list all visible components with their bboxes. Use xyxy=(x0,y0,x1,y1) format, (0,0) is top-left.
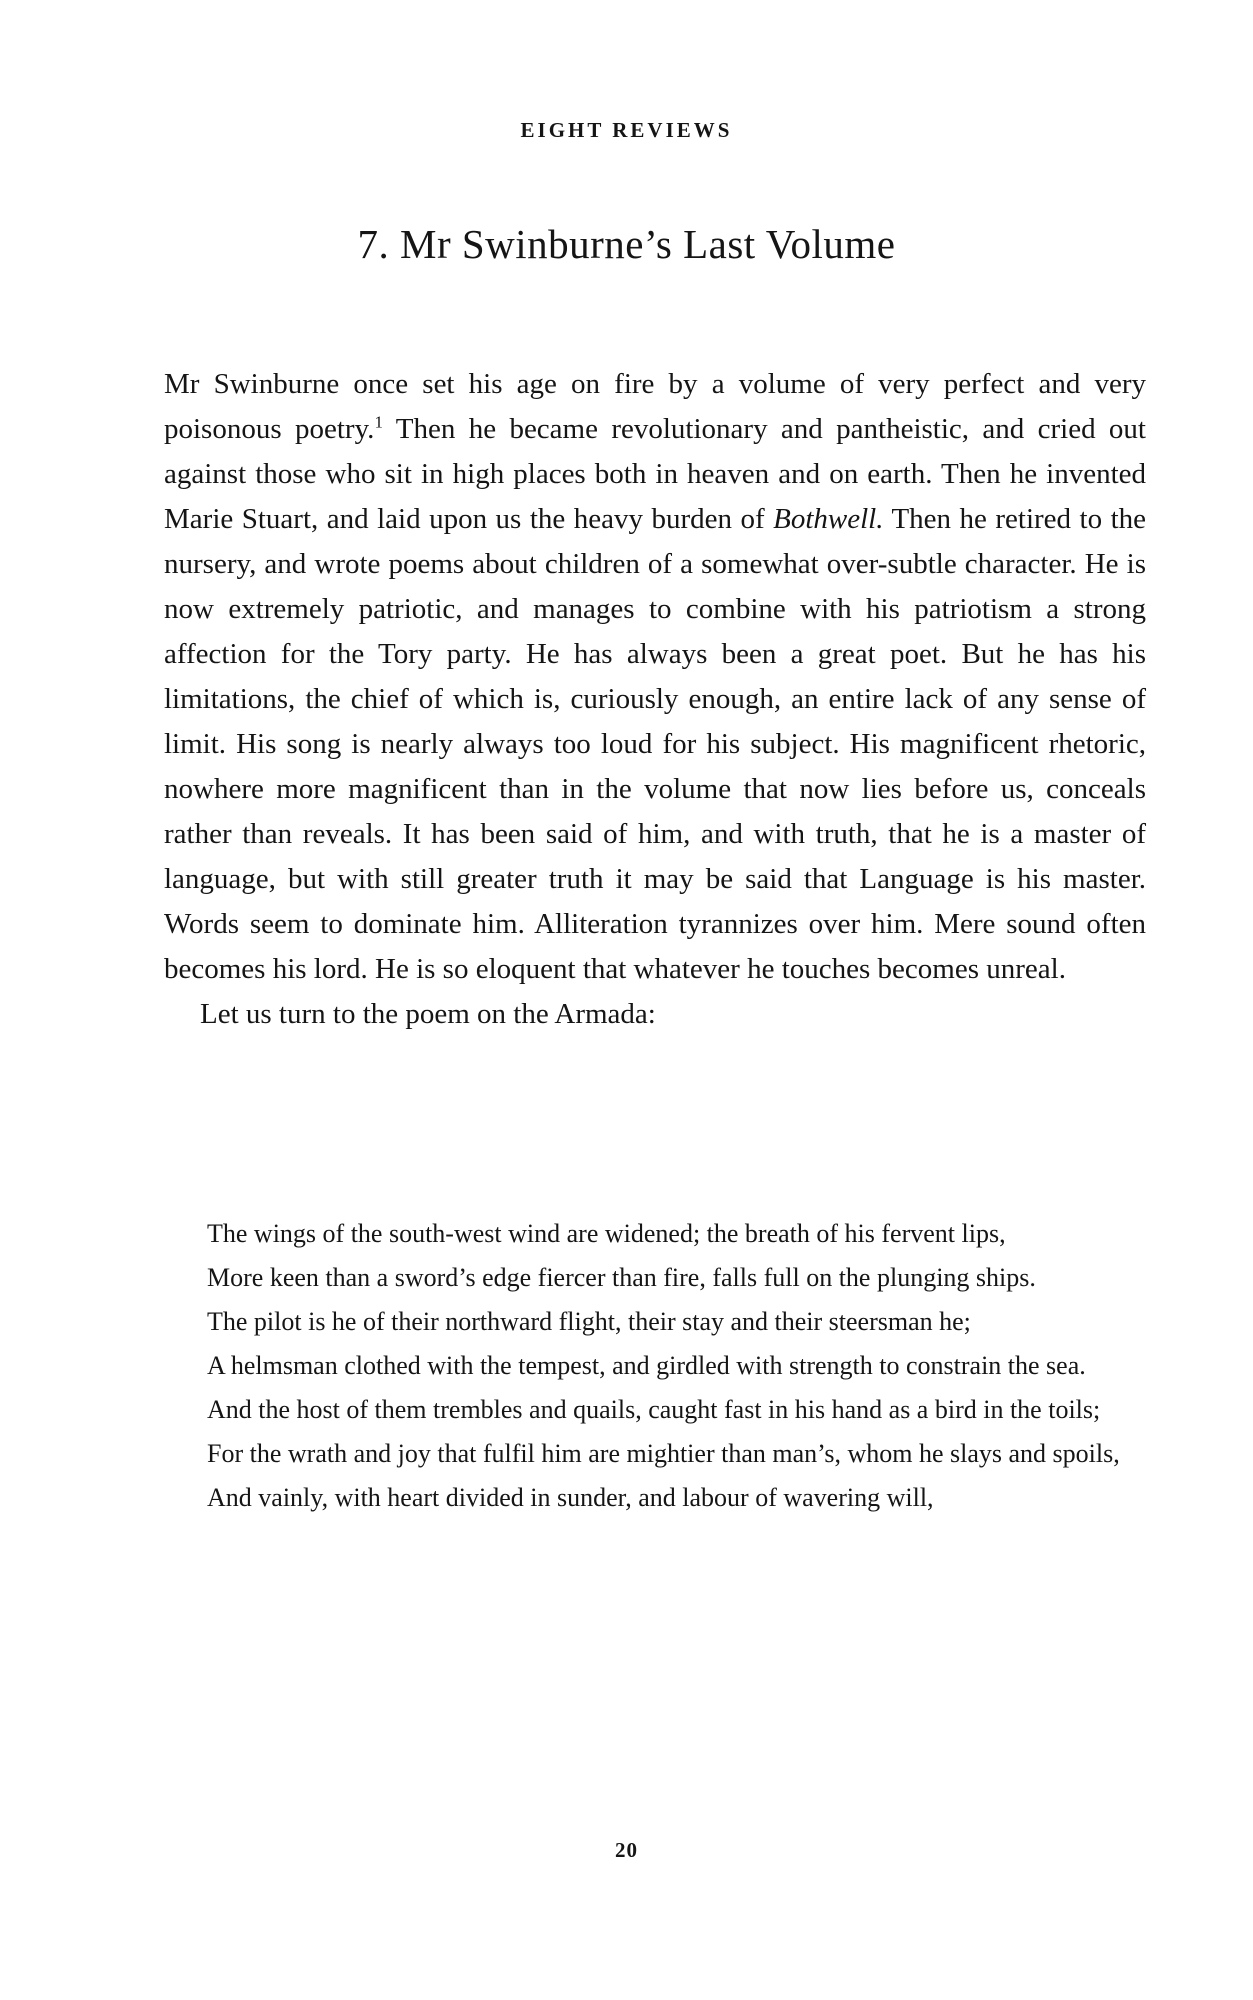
verse-line: And vainly, with heart divided in sunder, and labour of wavering will, xyxy=(207,1483,934,1512)
paragraph-1 xyxy=(164,362,1146,992)
verse-line: For the wrath and joy that fulfil him are mightier than man’s, whom he slays and spoils, xyxy=(207,1439,1120,1468)
paragraph-1-text-c: Then he retired to the nursery, and wrote poems about children of a somewhat over-subtle character. He is now extremely patriotic, and manages to combine with his patriotism a strong affection for the Tory party. He has always been a great poet. But he has his limitations, the chief of which is, curiously enough, an entire lack of any sense of limit. His song is nearly always too loud for his subject. His magnificent rhetoric, nowhere more magnificent than in the volume that now lies before us, conceals rather than reveals. It has been said of him, and with truth, that he is a master of language, but with still greater truth it may be said that Language is his master. Words seem to dominate him. Alliteration tyrannizes over him. Mere sound often becomes his lord. He is so eloquent that whatever he touches becomes unreal. xyxy=(164,503,1147,985)
paragraph-1-text-a: Mr Swinburne once set his age on fire by a volume of very perfect and very poisonous poetry. xyxy=(164,368,1146,445)
italic-title: Bothwell. xyxy=(773,503,884,535)
footnote-marker: 1 xyxy=(374,412,383,432)
paragraph-1-text-b: Then he became revolutionary and pantheistic, and cried out against those who sit in high places both in heaven and on earth. Then he invented Marie Stuart, and laid upon us the heavy burden of xyxy=(164,413,1146,535)
page-number: 20 xyxy=(615,1838,638,1862)
verse-line: A helmsman clothed with the tempest, and girdled with strength to constrain the sea. xyxy=(207,1351,1086,1380)
verse-line: And the host of them trembles and quails, caught fast in his hand as a bird in the toils; xyxy=(207,1395,1101,1424)
paragraph-2: Let us turn to the poem on the Armada: xyxy=(200,998,656,1030)
running-head: EIGHT REVIEWS xyxy=(520,118,733,142)
verse-quotation xyxy=(207,1212,1137,1520)
chapter-title: 7. Mr Swinburne’s Last Volume xyxy=(357,221,896,267)
verse-line: The wings of the south-west wind are widened; the breath of his fervent lips, xyxy=(207,1219,1006,1248)
verse-line: The pilot is he of their northward flight, their stay and their steersman he; xyxy=(207,1307,971,1336)
body-text xyxy=(164,362,1146,1037)
verse-line: More keen than a sword’s edge fiercer than fire, falls full on the plunging ships. xyxy=(207,1263,1036,1292)
